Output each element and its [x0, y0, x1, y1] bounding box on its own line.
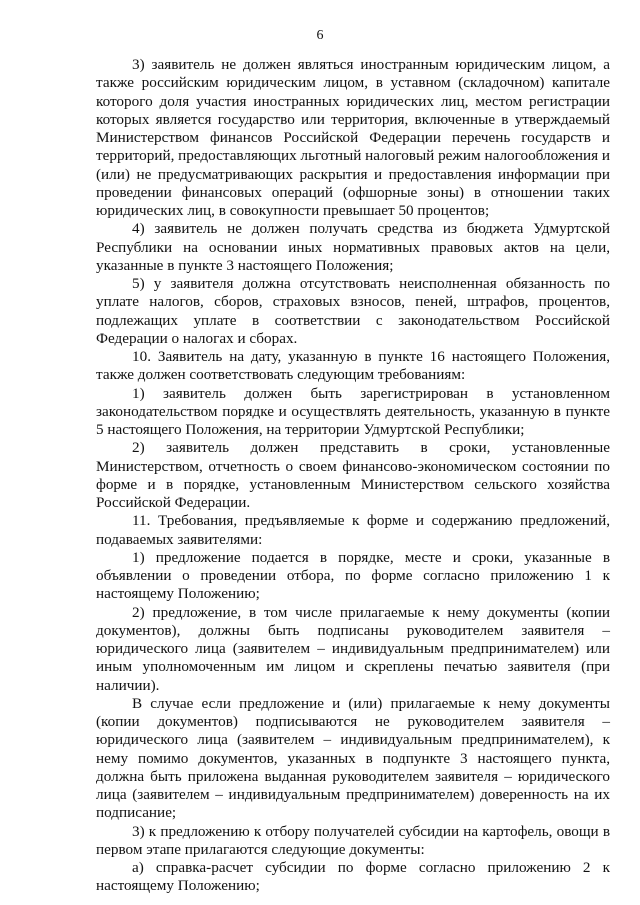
paragraph-11: 11. Требования, предъявляемые к форме и содержанию предложений, подаваемых заявителями:: [96, 512, 610, 548]
page-number: 6: [316, 28, 324, 43]
paragraph-10-1: 1) заявитель должен быть зарегистрирован в установленном законодательством порядке и осуществлять деятельность, указанную в пункте 5 настоящего Положения, на территории Удмуртской Республики;: [96, 384, 610, 438]
paragraph-11-2-note: В случае если предложение и (или) прилагаемые к нему документы (копии документов) подписываются не руководителем заявителя – юридического лица (заявителем – индивидуальным предпринимателем), к нему помимо документов, указанных в подпункте 3 настоящего пункта, должна быть приложена выданная руководителем заявителя – юридического лица (заявителем – индивидуальным предпринимателем) доверенность на их подписание;: [96, 694, 610, 822]
paragraph-11-1: 1) предложение подается в порядке, месте и сроки, указанные в объявлении о проведении отбора, по форме согласно приложению 1 к настоящему Положению;: [96, 548, 610, 603]
paragraph-11-3: 3) к предложению к отбору получателей субсидии на картофель, овощи в первом этапе прилагаются следующие документы:: [96, 822, 610, 858]
document-body: [96, 56, 610, 896]
paragraph-11-2: 2) предложение, в том числе прилагаемые к нему документы (копии документов), должны быть подписаны руководителем заявителя – юридического лица (заявителем – индивидуальным предпринимателем) или иным уполномоченным им лицом и скреплены печатью заявителя (при наличии).: [96, 603, 610, 694]
paragraph-10-2: 2) заявитель должен представить в сроки, установленные Министерством, отчетность о своем финансово-экономическом состоянии по форме и в порядке, установленным Министерством сельского хозяйства Российской Федерации.: [96, 439, 610, 511]
paragraph-11-3-a: а) справка-расчет субсидии по форме согласно приложению 2 к настоящему Положению;: [96, 859, 610, 895]
paragraph-9-4: 4) заявитель не должен получать средства из бюджета Удмуртской Республики на основании иных нормативных правовых актов на цели, указанные в пункте 3 настоящего Положения;: [96, 220, 610, 274]
paragraph-9-3: 3) заявитель не должен являться иностранным юридическим лицом, а также российским юридическим лицом, в уставном (складочном) капитале которого доля участия иностранных юридических лиц, местом регистрации которых является государство или территория, включенные в утверждаемый Министерством финансов Российской Федерации перечень государств и территорий, предоставляющих льготный налоговый режим налогообложения и (или) не предусматривающих раскрытия и предоставления информации при проведении финансовых операций (офшорные зоны) в отношении таких юридических лиц, в совокупности превышает 50 процентов;: [96, 56, 611, 219]
paragraph-10: 10. Заявитель на дату, указанную в пункте 16 настоящего Положения, также должен соответствовать следующим требованиям:: [96, 348, 610, 384]
paragraph-9-5: 5) у заявителя должна отсутствовать неисполненная обязанность по уплате налогов, сборов, страховых взносов, пеней, штрафов, процентов, подлежащих уплате в соответствии с законодательством Российской Федерации о налогах и сборах.: [96, 275, 610, 347]
